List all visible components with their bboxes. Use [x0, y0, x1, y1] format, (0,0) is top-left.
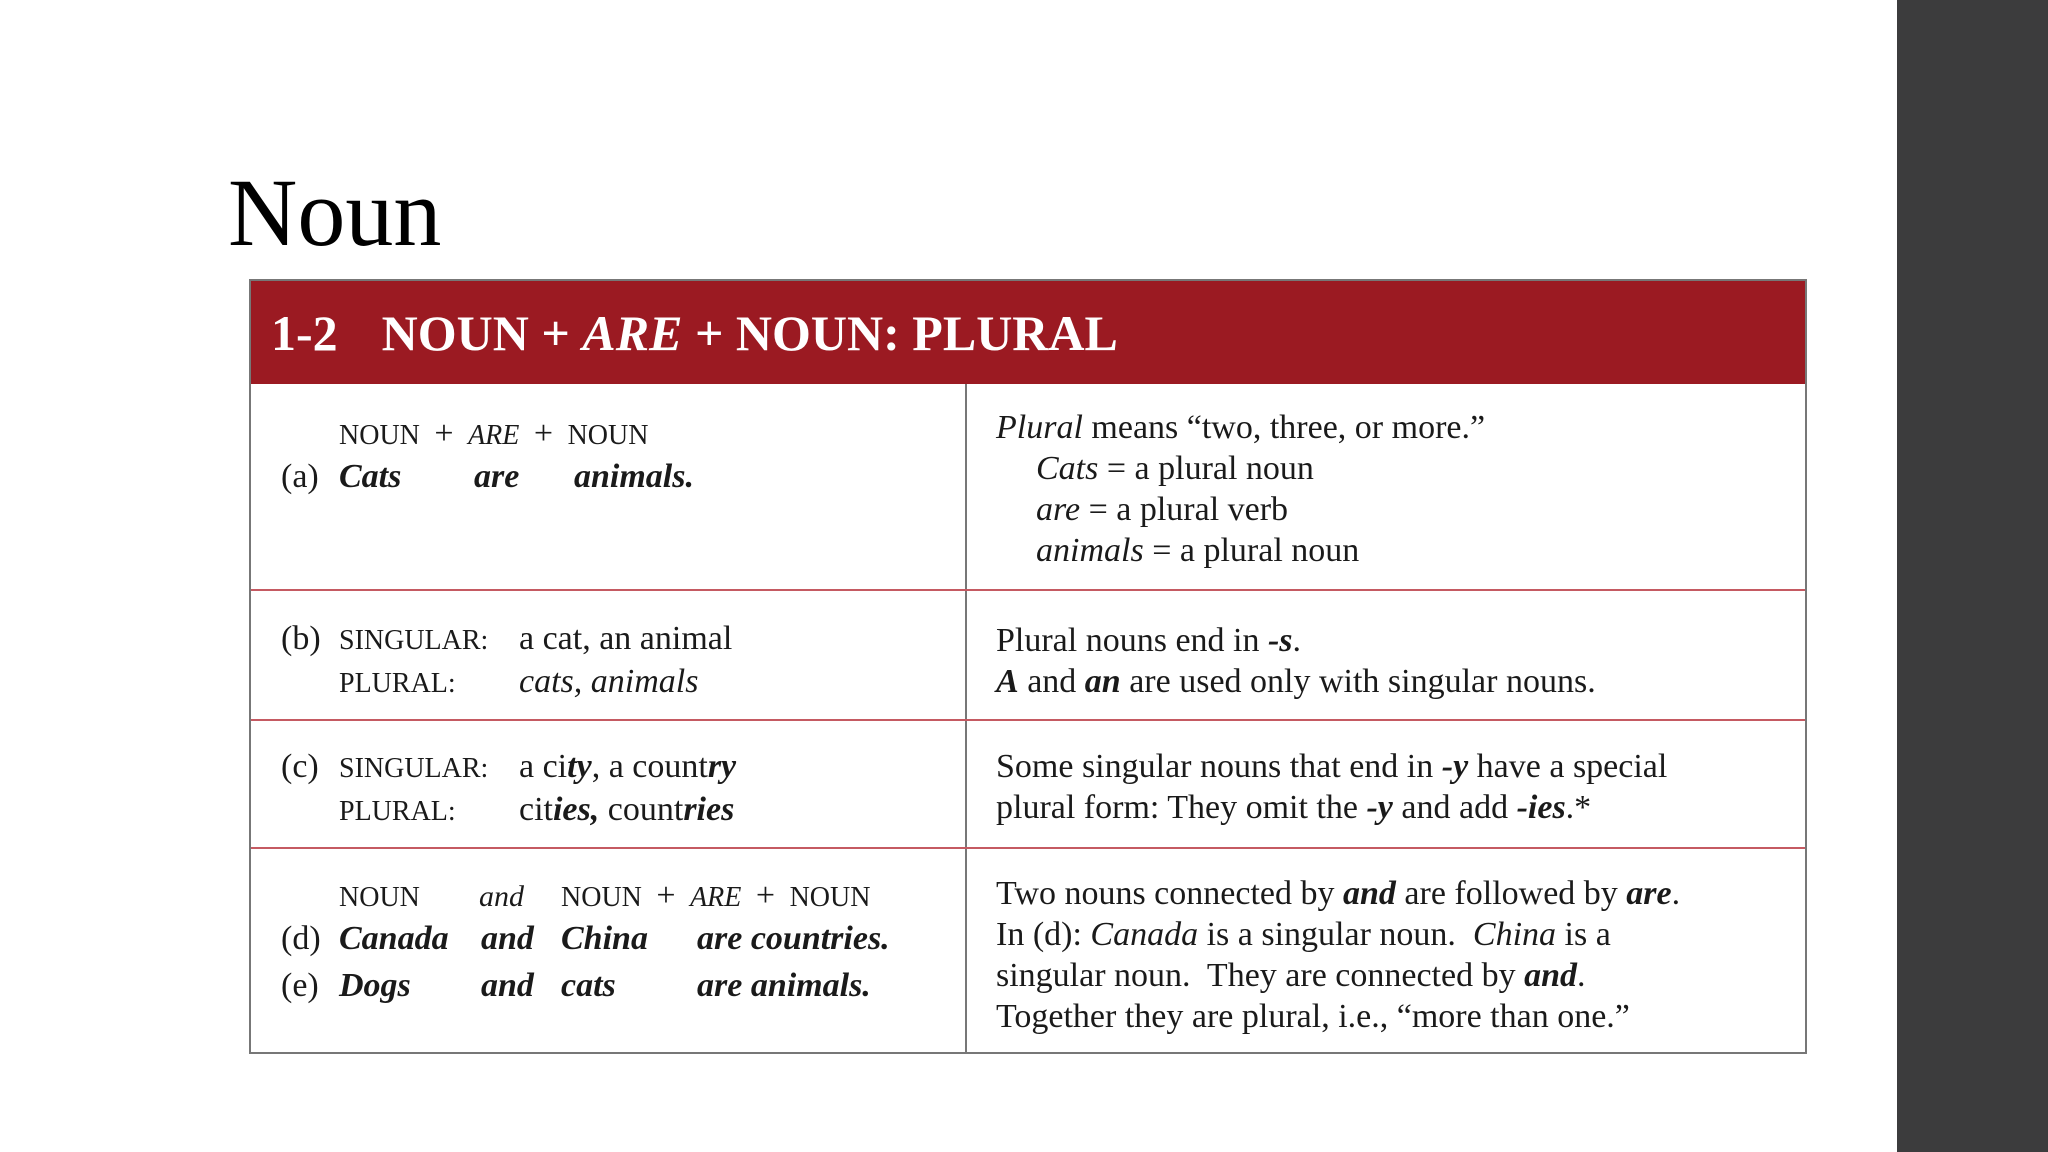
row-d-example	[281, 875, 890, 1006]
row-divider	[251, 589, 1805, 591]
row-c-example: (c) SINGULAR: a city, a country PLURAL: cities, countries	[281, 748, 737, 828]
chart-title: NOUN + ARE + NOUN: PLURAL	[381, 304, 1118, 361]
example-sentence-e: (e) Dogs and cats are animals.	[281, 967, 871, 1004]
row-a-explanation: Plural means “two, three, or more.” Cats = a plural noun are = a plural verb animals = a plural noun	[996, 409, 1486, 569]
row-b-example: (b) SINGULAR: a cat, an animal PLURAL: cats, animals	[281, 620, 733, 700]
row-divider	[251, 719, 1805, 721]
row-a-example	[281, 413, 694, 497]
example-sentence-d: (d) Canada and China are countries.	[281, 920, 890, 957]
grammar-chart	[249, 279, 1807, 1054]
example-sentence: (a) Cats are animals.	[281, 458, 694, 495]
slide-title: Noun	[228, 159, 442, 266]
side-bar	[1897, 0, 2048, 1152]
row-divider	[251, 847, 1805, 849]
pattern-line: NOUN + ARE + NOUN	[339, 415, 649, 452]
pattern-line: NOUN and NOUN + ARE + NOUN	[339, 877, 871, 914]
row-c-explanation: Some singular nouns that end in -y have a special plural form: They omit the -y and add -ies.*	[996, 748, 1668, 826]
row-b-explanation: Plural nouns end in -s. A and an are used only with singular nouns.	[996, 622, 1596, 700]
chart-header	[251, 281, 1805, 384]
row-d-explanation: Two nouns connected by and are followed by are. In (d): Canada is a singular noun. China is a singular noun. They are connected by and. Together they are plural, i.e., “more than one.”	[996, 875, 1681, 1035]
column-divider	[965, 384, 967, 1052]
chart-number: 1-2	[271, 304, 338, 361]
